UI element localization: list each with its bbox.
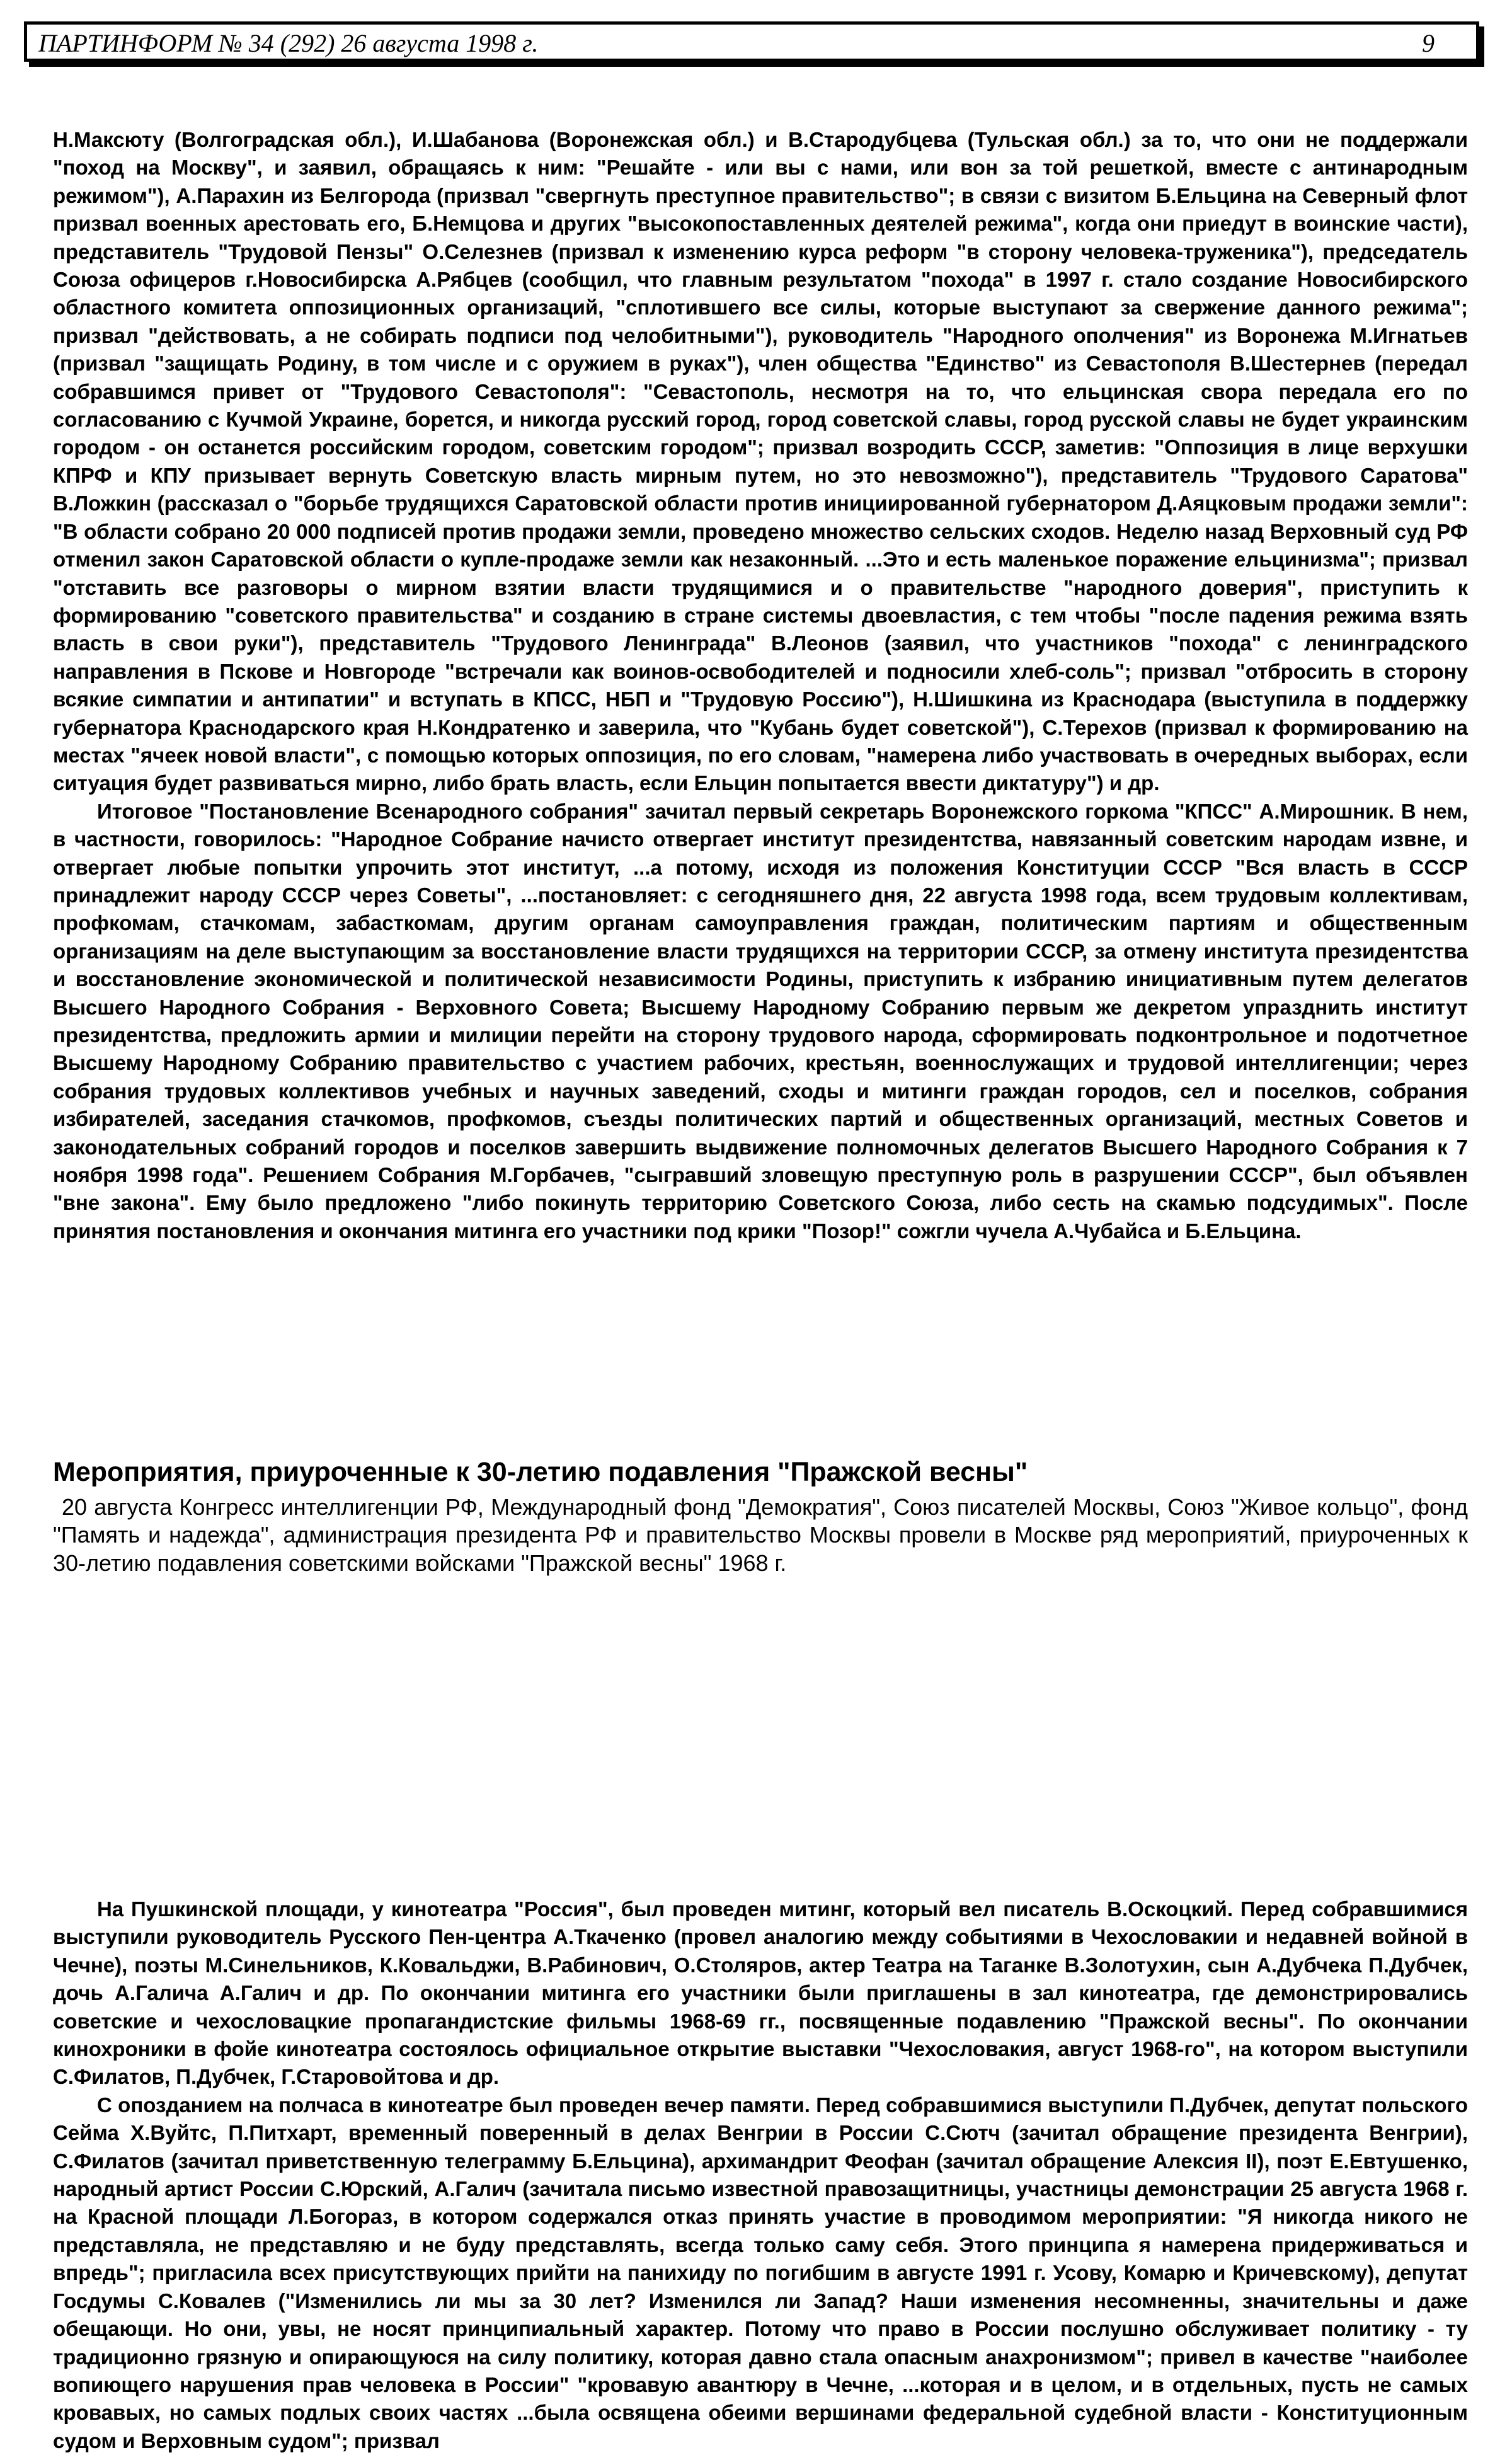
article-continued [53, 126, 1468, 1245]
article-paragraph: Итоговое "Постановление Всенародного собрания" зачитал первый секретарь Воронежского горкома "КПСС" А.Мирошник. В нем, в частности, говорилось: "Народное Собрание начисто отвергает институт президентства, навязанный советским народам извне, и отвергает любые попытки упрочить этот институт, ...а потому, исходя из положения Конституции СССР "Вся власть в СССР принадлежит народу СССР через Советы", ...постановляет: с сегодняшнего дня, 22 августа 1998 года, всем трудовым коллективам, профкомам, стачкомам, забасткомам, другим органам самоуправления граждан, политическим партиям и общественным организациям на деле выступающим за восстановление власти трудящихся на территории СССР, за отмену института президентства и восстановление экономической и политической независимости Родины, приступить к избранию инициативным путем делегатов Высшего Народного Собрания - Верховного Совета; Высшему Народному Собранию первым же декретом упразднить институт президентства, предложить армии и милиции перейти на сторону трудового народа, сформировать подконтрольное и подотчетное Высшему Народному Собранию правительство с участием рабочих, крестьян, военнослужащих и трудовой интеллигенции; через собрания трудовых коллективов учебных и научных заведений, сходы и митинги граждан городов, сел и поселков, собрания избирателей, заседания стачкомов, профкомов, съезды политических партий и общественных организаций, местных Советов и законодательных собраний городов и поселков завершить выдвижение полномочных делегатов Высшего Народного Собрания к 7 ноября 1998 года". Решением Собрания М.Горбачев, "сыгравший зловещую преступную роль в разрушении СССР", был объявлен "вне закона". Ему было предложено "либо покинуть территорию Советского Союза, либо сесть на скамью подсудимых". После принятия постановления и окончания митинга его участники под крики "Позор!" сожгли чучела А.Чубайса и Б.Ельцина. [53, 799, 1468, 1243]
article-paragraph: Н.Максюту (Волгоградская обл.), И.Шабанова (Воронежская обл.) и В.Стародубцева (Тульская обл.) за то, что они не поддержали "поход на Москву", и заявил, обращаясь к ним: "Решайте - или вы с нами, или вон за той решеткой, вместе с антинародным режимом"), А.Парахин из Белгорода (призвал "свергнуть преступное правительство"; в связи с визитом Б.Ельцина на Северный флот призвал военных арестовать его, Б.Немцова и других "высокопоставленных деятелей режима", когда они приедут в воинские части), представитель "Трудовой Пензы" О.Селезнев (призвал к изменению курса реформ "в сторону человека-труженика"), председатель Союза офицеров г.Новосибирска А.Рябцев (сообщил, что главным результатом "похода" в 1997 г. стало создание Новосибирского областного комитета оппозиционных организаций, "сплотившего все силы, которые выступают за свержение данного режима"; призвал "действовать, а не собирать подписи под челобитными"), руководитель "Народного ополчения" из Воронежа М.Игнатьев (призвал "защищать Родину, в том числе и с оружием в руках"), член общества "Единство" из Севастополя В.Шестернев (передал собравшимся привет от "Трудового Севастополя": "Севастополь, несмотря на то, что ельцинская свора передала его по согласованию с Кучмой Украине, борется, и никогда русский город, город советской славы, город русской славы не будет украинским городом - он останется российским городом, советским городом"; призвал возродить СССР, заметив: "Оппозиция в лице верхушки КПРФ и КПУ призывает вернуть Советскую власть мирным путем, но это невозможно"), представитель "Трудового Саратова" В.Ложкин (рассказал о "борьбе трудящихся Саратовской области против инициированной губернатором Д.Аяцковым продажи земли": "В области собрано 20 000 подписей против продажи земли, проведено множество сельских сходов. Неделю назад Верховный суд РФ отменил закон Саратовской области о купле-продаже земли как незаконный. ...Это и есть маленькое поражение ельцинизма"; призвал "отставить все разговоры о мирном взятии власти трудящимися и о правительстве "народного доверия", приступить к формированию "советского правительства" и созданию в стране системы двоевластия, с тем чтобы "после падения режима взять власть в свои руки"), представитель "Трудового Ленинграда" В.Леонов (заявил, что участников "похода" с ленинградского направления в Пскове и Новгороде "встречали как воинов-освободителей и подносили хлеб-соль"; призвал "отбросить в сторону всякие симпатии и антипатии" и вступать в КПСС, НБП и "Трудовую Россию"), Н.Шишкина из Краснодара (выступила в поддержку губернатора Краснодарского края Н.Кондратенко и заверила, что "Кубань будет советской"), С.Терехов (призвал к формированию на местах "ячеек новой власти", с помощью которых оппозиция, по его словам, "намерена либо участвовать в очередных выборах, если ситуация будет развиваться мирно, либо брать власть, если Ельцин попытается ввести диктатуру") и др. [53, 128, 1468, 795]
page-number: 9 [1422, 29, 1435, 57]
article-paragraph: На Пушкинской площади, у кинотеатра "Россия", был проведен митинг, который вел писатель В.Оскоцкий. Перед собравшимися выступили руководитель Русского Пен-центра А.Ткаченко (провел аналогию между событиями в Чехословакии и недавней войной в Чечне), поэты М.Синельников, К.Ковальджи, В.Рабинович, О.Столяров, актер Театра на Таганке В.Золотухин, сын А.Дубчека П.Дубчек, дочь А.Галича А.Галич и др. По окончании митинга его участники были приглашены в зал кинотеатра, где демонстрировались советские и чехословацкие пропагандистские фильмы 1968-69 гг., посвященные подавлению "Пражской весны". По окончании кинохроники в фойе кинотеатра состоялось официальное открытие выставки "Чехословакия, август 1968-го", на котором выступили С.Филатов, П.Дубчек, Г.Старовойтова и др. [53, 1897, 1468, 2089]
page-header [24, 21, 1479, 62]
section-title: Мероприятия, приуроченные к 30-летию подавления "Пражской весны" [53, 1457, 1028, 1487]
issue-line: ПАРТИНФОРМ № 34 (292) 26 августа 1998 г. [38, 29, 539, 57]
section-lead: 20 августа Конгресс интеллигенции РФ, Международный фонд "Демократия", Союз писателей Москвы, Союз "Живое кольцо", фонд "Память и надежда", администрация президента РФ и правительство Москвы провели в Москве ряд мероприятий, приуроченных к 30-летию подавления советскими войсками "Пражской весны" 1968 г. [53, 1494, 1468, 1576]
article-paragraph: С опозданием на полчаса в кинотеатре был проведен вечер памяти. Перед собравшимися выступили П.Дубчек, депутат польского Сейма Х.Вуйтс, П.Питхарт, временный поверенный в делах Венгрии в России С.Сютч (зачитал обращение президента Венгрии), С.Филатов (зачитал приветственную телеграмму Б.Ельцина), архимандрит Феофан (зачитал обращение Алексия II), поэт Е.Евтушенко, народный артист России С.Юрский, А.Галич (зачитала письмо известной правозащитницы, участницы демонстрации 25 августа 1968 г. на Красной площади Л.Богораз, в котором содержался отказ принять участие в проводимом мероприятии: "Я никогда никого не представляла, не представляю и не буду представлять, всегда только саму себя. Этого принципа я намерена придерживаться и впредь"; пригласила всех присутствующих прийти на панихиду по погибшим в августе 1991 г. Усову, Комарю и Кричевскому), депутат Госдумы С.Ковалев ("Изменились ли мы за 30 лет? Изменился ли Запад? Наши изменения несомненны, значительны и даже обещающи. Но они, увы, не носят принципиальный характер. Потому что право в России послушно обслуживает политику - ту традиционно грязную и опирающуюся на силу политику, которая давно стала опасным анахронизмом"; привел в качестве "наиболее вопиющего нарушения прав человека в России" "кровавую авантюру в Чечне, ...которая и в целом, и в отдельных, пусть не самых кровавых, но самых подлых своих частях ...была освящена обеими вершинами федеральной судебной власти - Конституционным судом и Верховным судом"; призвал [53, 2093, 1468, 2452]
section-body [53, 1895, 1468, 2455]
